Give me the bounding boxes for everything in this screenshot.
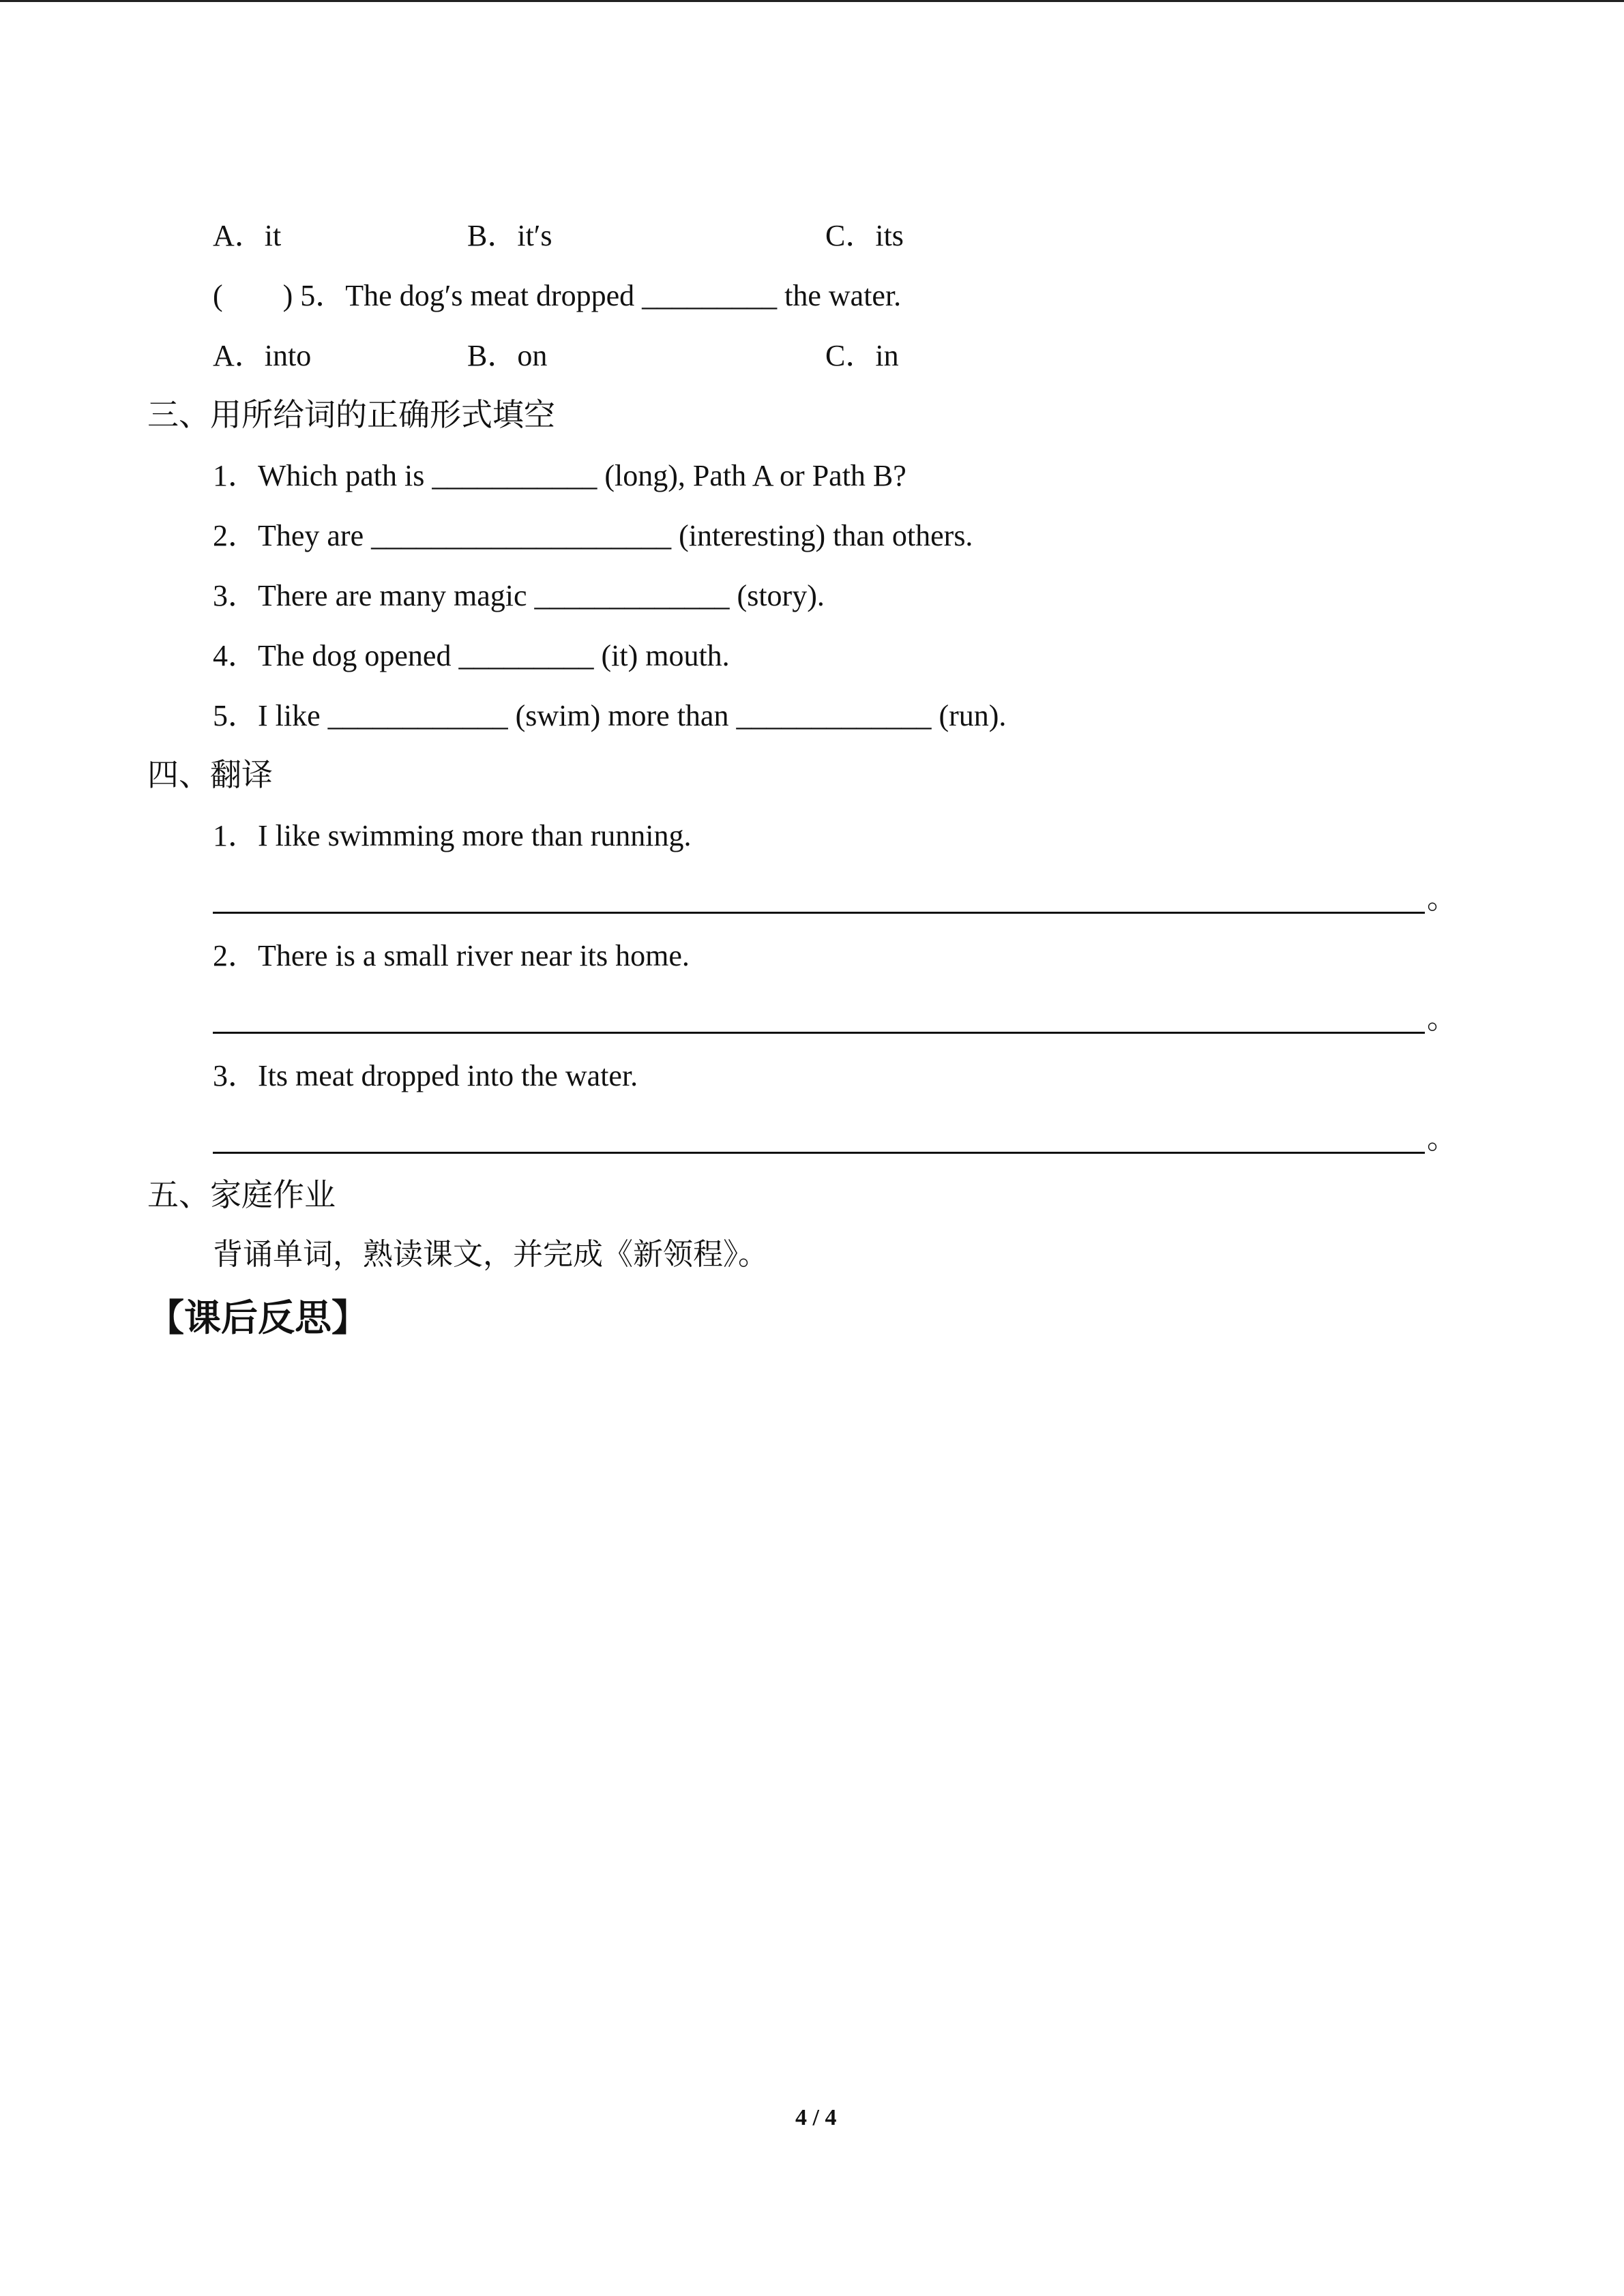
answer-line-2 <box>213 1032 1425 1034</box>
q5-stem: ( ) 5．The dog′s meat dropped _________ the water. <box>213 279 902 312</box>
q4-option-c: C．its <box>825 219 904 252</box>
answer-line-3 <box>213 1152 1425 1154</box>
page-top-border <box>0 0 1624 2</box>
section3-item-1: 1．Which path is ___________ (long), Path A or Path B? <box>213 459 906 492</box>
section3-item-3: 3．There are many magic _____________ (story). <box>213 579 825 612</box>
section4-heading: 四、翻译 <box>147 758 273 792</box>
section3-item-4: 4．The dog opened _________ (it) mouth. <box>213 639 730 672</box>
section3-heading: 三、用所给词的正确形式填空 <box>147 398 555 432</box>
reflection-title: 【课后反思】 <box>147 1296 368 1339</box>
section3-item-5: 5．I like ____________ (swim) more than _____________ (run). <box>213 699 1007 732</box>
q5-option-a: A．into <box>213 339 312 372</box>
section4-item-3: 3．Its meat dropped into the water. <box>213 1059 638 1092</box>
section3-item-2: 2．They are ____________________ (interesting) than others. <box>213 519 973 552</box>
section5-text: 背诵单词，熟读课文，并完成《新领程》。 <box>213 1238 768 1271</box>
section4-item-1: 1．I like swimming more than running. <box>213 819 692 852</box>
answer-line-2-end: 。 <box>1427 1002 1457 1035</box>
answer-line-1 <box>213 912 1425 914</box>
answer-line-3-end: 。 <box>1427 1122 1457 1155</box>
q5-option-c: C．in <box>825 339 899 372</box>
q4-option-b: B．it′s <box>467 219 552 252</box>
section5-heading: 五、家庭作业 <box>147 1178 336 1212</box>
q5-option-b: B．on <box>467 339 548 372</box>
q4-option-a: A．it <box>213 219 282 252</box>
section4-item-2: 2．There is a small river near its home. <box>213 939 690 972</box>
page-number: 4 / 4 <box>795 2105 837 2130</box>
answer-line-1-end: 。 <box>1427 882 1457 915</box>
